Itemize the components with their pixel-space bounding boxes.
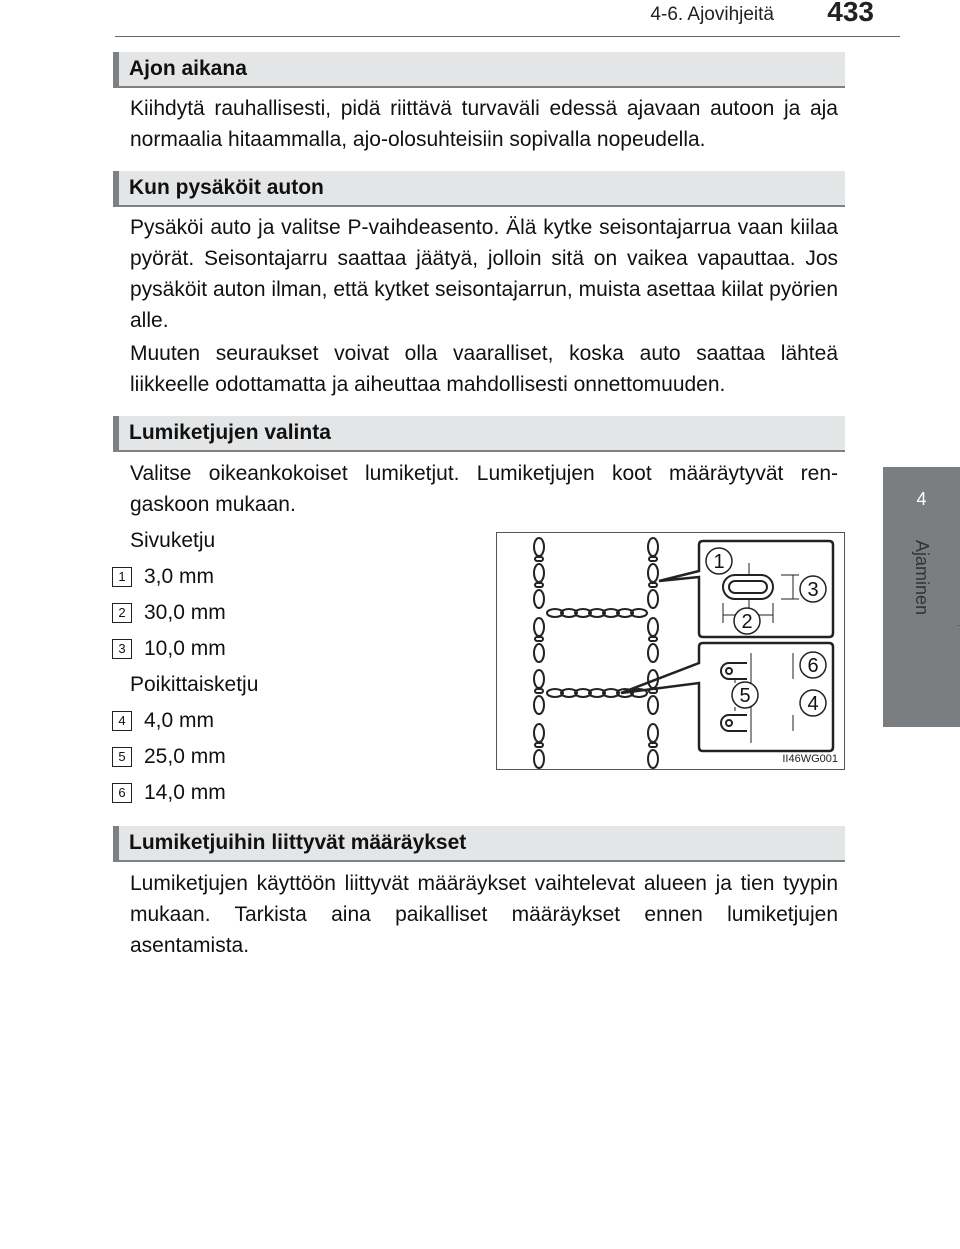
section-heading-chain-selection: Lumiketjujen valinta [113, 416, 845, 452]
callout-2-label: 2 [741, 611, 753, 633]
callout-2 [734, 608, 760, 634]
snow-chain-illustration [497, 533, 844, 769]
callout-1 [706, 548, 732, 574]
item-value: 30,0 mm [144, 601, 226, 624]
lower-cross-chain [547, 689, 647, 697]
callout-5-label: 5 [739, 685, 751, 707]
page-number: 433 [827, 0, 874, 27]
callout-6 [800, 652, 826, 678]
running-head [0, 0, 960, 40]
paragraph-parking: Pysäköi auto ja valitse P-vaihdeasento. Älä kytke seisontajarrua vaan kiilaa pyörät. Seisontajarru saattaa jäätyä, jolloin sitä on vaikea vapauttaa. Jos pysäköit auton ilman, että kytket seisontajarrun, muista asettaa kiilat pyörien alle. [130, 216, 838, 332]
list-item [112, 706, 214, 736]
item-number-badge: 3 [112, 639, 132, 659]
callout-4-label: 4 [807, 693, 819, 715]
item-value: 4,0 mm [144, 709, 215, 732]
callout-3-label: 3 [807, 579, 819, 601]
paragraph-driving: Kiihdytä rauhallisesti, pidä riittävä turvaväli edessä ajavaan autoon ja aja normaalia hitaammalla, ajo-olosuhteisiin sopivalla nopeudella. [130, 97, 838, 151]
figure-code: II46WG001 [782, 753, 838, 765]
list-item [112, 562, 214, 592]
callout-1-label: 1 [713, 551, 725, 573]
item-number-badge: 6 [112, 783, 132, 803]
left-side-chain [534, 538, 544, 768]
callout-5 [732, 682, 758, 708]
cross-chain-label: Poikittaisketju [130, 673, 259, 696]
header-rule [115, 36, 900, 37]
paragraph-chain-selection: Valitse oikeankokoiset lumiketjut. Lumiketjujen koot määräytyvät ren- gaskoon mukaan. [130, 462, 838, 516]
item-number-badge: 4 [112, 711, 132, 731]
chapter-tab-number: 4 [916, 489, 927, 509]
chapter-tab-label: Ajaminen [912, 540, 932, 616]
right-side-chain [648, 538, 658, 768]
side-chain-label: Sivuketju [130, 529, 216, 552]
item-value: 25,0 mm [144, 745, 226, 768]
callout-6-label: 6 [807, 655, 819, 677]
upper-cross-chain [547, 609, 647, 617]
callout-4 [800, 690, 826, 716]
item-value: 3,0 mm [144, 565, 215, 588]
item-value: 14,0 mm [144, 781, 226, 804]
list-item [112, 778, 226, 808]
item-value: 10,0 mm [144, 637, 226, 660]
paragraph-chain-regulations: Lumiketjujen käyttöön liittyvät määräykset vaihtelevat alueen ja tien tyypin mukaan. Tarkista aina paikalliset määräykset ennen lumiketjujen asentamista. [130, 872, 838, 957]
list-item [112, 634, 226, 664]
snow-chain-figure [496, 532, 845, 770]
section-heading-chain-regulations: Lumiketjuihin liittyvät määräykset [113, 826, 845, 862]
item-number-badge: 1 [112, 567, 132, 587]
list-item [112, 742, 226, 772]
paragraph-parking-warning: Muuten seuraukset voivat olla vaaralliset, koska auto saattaa lähteä liikkeelle odottamatta ja aiheuttaa mahdollisesti onnettomuuden. [130, 342, 838, 396]
item-number-badge: 2 [112, 603, 132, 623]
list-item [112, 598, 226, 628]
callout-3 [800, 576, 826, 602]
section-heading-driving: Ajon aikana [113, 52, 845, 88]
running-head-section: 4-6. Ajovihjeitä [650, 4, 774, 25]
item-number-badge: 5 [112, 747, 132, 767]
section-heading-parking: Kun pysäköit auton [113, 171, 845, 207]
